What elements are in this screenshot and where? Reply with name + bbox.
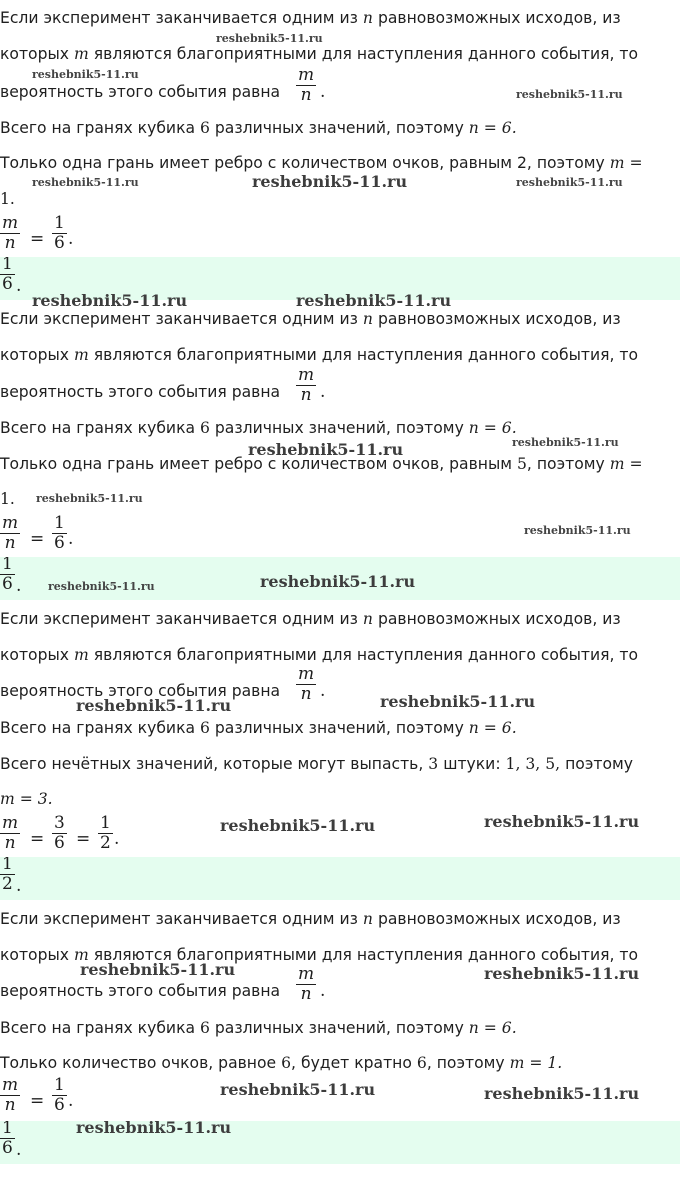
favorable-line: Только одна грань имеет ребро с количеством очков, равным 5, поэтому m =: [0, 455, 643, 473]
intro-line: Если эксперимент заканчивается одним из n равновозможных исходов, из: [0, 310, 621, 328]
intro-line: Если эксперимент заканчивается одним из n равновозможных исходов, из: [0, 910, 621, 928]
watermark: reshebnik5-11.ru: [32, 291, 188, 310]
probability-formula: m n: [298, 664, 315, 704]
favorable-line: Всего нечётных значений, которые могут выпасть, 3 штуки: 1, 3, 5, поэтому: [0, 755, 633, 773]
watermark: reshebnik5-11.ru: [512, 436, 619, 449]
watermark: reshebnik5-11.ru: [76, 1118, 232, 1137]
favorable-line: Только количество очков, равное 6, будет кратно 6, поэтому m = 1.: [0, 1054, 563, 1072]
watermark: reshebnik5-11.ru: [260, 572, 416, 591]
watermark: reshebnik5-11.ru: [516, 88, 623, 101]
favorable-value: m = 3.: [0, 790, 53, 808]
watermark: reshebnik5-11.ru: [380, 692, 536, 711]
watermark: reshebnik5-11.ru: [32, 68, 139, 81]
probability-formula: m n: [298, 65, 315, 105]
result-fraction: m n: [2, 1075, 19, 1115]
answer-fraction: 1 6: [2, 557, 13, 594]
result-value: 1 6: [54, 513, 65, 553]
watermark: reshebnik5-11.ru: [248, 440, 404, 459]
outcomes-line: Всего на гранях кубика 6 различных значений, поэтому n = 6.: [0, 719, 517, 737]
intro-line: которых m являются благоприятными для наступления данного события, то: [0, 946, 639, 964]
intro-line: Если эксперимент заканчивается одним из n равновозможных исходов, из: [0, 9, 621, 27]
intro-line: вероятность этого события равна: [0, 982, 281, 1000]
probability-formula: m n: [298, 365, 315, 405]
answer-band: 1 6 .: [0, 557, 680, 600]
outcomes-line: Всего на гранях кубика 6 различных значений, поэтому n = 6.: [0, 419, 517, 437]
intro-line: вероятность этого события равна: [0, 682, 281, 700]
favorable-line: Только одна грань имеет ребро с количеством очков, равным 2, поэтому m =: [0, 154, 643, 172]
answer-band: 1 6 .: [0, 257, 680, 300]
watermark: reshebnik5-11.ru: [252, 172, 408, 191]
intro-line: вероятность этого события равна: [0, 383, 281, 401]
outcomes-line: Всего на гранях кубика 6 различных значений, поэтому n = 6.: [0, 1019, 517, 1037]
answer-fraction: 1 2: [2, 857, 13, 894]
watermark: reshebnik5-11.ru: [516, 176, 623, 189]
watermark: reshebnik5-11.ru: [484, 812, 640, 831]
watermark: reshebnik5-11.ru: [216, 32, 323, 45]
watermark: reshebnik5-11.ru: [76, 696, 232, 715]
watermark: reshebnik5-11.ru: [220, 1080, 376, 1099]
intro-line: Если эксперимент заканчивается одним из n равновозможных исходов, из: [0, 610, 621, 628]
favorable-value: 1.: [0, 490, 15, 508]
watermark: reshebnik5-11.ru: [32, 176, 139, 189]
watermark: reshebnik5-11.ru: [48, 580, 155, 593]
watermark: reshebnik5-11.ru: [524, 524, 631, 537]
answer-fraction: 1 6: [2, 257, 13, 294]
outcomes-line: Всего на гранях кубика 6 различных значений, поэтому n = 6.: [0, 119, 517, 137]
result-fraction: m n: [2, 513, 19, 553]
intro-line: которых m являются благоприятными для наступления данного события, то: [0, 45, 639, 63]
answer-band: 1 2 .: [0, 857, 680, 900]
intro-line: вероятность этого события равна: [0, 83, 281, 101]
watermark: reshebnik5-11.ru: [296, 291, 452, 310]
intro-line: которых m являются благоприятными для наступления данного события, то: [0, 646, 639, 664]
answer-band: 1 6 .: [0, 1121, 680, 1164]
result-value: 1 6: [54, 1075, 65, 1115]
result-value: 1 6: [54, 213, 65, 253]
watermark: reshebnik5-11.ru: [36, 492, 143, 505]
intro-line: которых m являются благоприятными для наступления данного события, то: [0, 346, 639, 364]
result-fraction: m n: [2, 813, 19, 853]
result-fraction: m n: [2, 213, 19, 253]
watermark: reshebnik5-11.ru: [220, 816, 376, 835]
watermark: reshebnik5-11.ru: [484, 1084, 640, 1103]
watermark: reshebnik5-11.ru: [484, 964, 640, 983]
result-value: 1 2: [100, 813, 111, 853]
result-mid: 3 6: [54, 813, 65, 853]
favorable-value: 1.: [0, 190, 15, 208]
watermark: reshebnik5-11.ru: [80, 960, 236, 979]
answer-fraction: 1 6: [2, 1121, 13, 1158]
probability-formula: m n: [298, 964, 315, 1004]
solution-page: Если эксперимент заканчивается одним из n равновозможных исходов, из которых m являются благоприятными для наступления данного события, то вероятность этого события равна m n . Всего на гранях кубика 6 различных значений, поэтому n = 6. Только одна грань имеет ребро с количеством очков, равным 2, поэтому m = 1. m n = 1 6 . 1 6 . Если эксперимент заканчивается одним из n равновозможных исходов, из которых m являются благоприятными для наступления данного события, то вероятность этого события равна m n . Всего на гранях кубика 6 различных значений, поэтому n = 6. Только одна грань имеет ребро с количеством очков, равным 5, поэтому m = 1. m n = 1 6 . 1 6 . Если эксперимент заканчивается одним из n равновозможных исходов, из которых m являются благоприятными для наступления данного события, то вероятность этого события равна m n . Всего на гранях кубика 6 различных значений, поэтому n = 6. Всего нечётных значений, которые могут выпасть, 3 штуки: 1, 3, 5, поэтому m = 3. m n = 3 6 = 1 2 . 1 2 . Если эксперимент заканчивается одним из n равновозможных исходов, из которых m являются благоприятными для наступления данного события, то вероятность этого события равна m n . Всего на гранях кубика 6 различных значений, поэтому n = 6. Только количество очков, равное 6, будет кратно 6, поэтому m = 1. m n = 1 6 . 1 6 . reshebnik5-11.ru reshebnik5-11.ru reshebnik5-11.ru reshebnik5-11.ru reshebnik5-11.ru reshebnik5-11.ru reshebnik5-11.ru reshebnik5-11.ru reshebnik5-11.ru reshebnik5-11.ru reshebnik5-11.ru reshebnik5-11.ru reshebnik5-11.ru reshebnik5-11.ru reshebnik5-11.ru reshebnik5-11.ru reshebnik5-11.ru reshebnik5-11.ru reshebnik5-11.ru reshebnik5-11.ru reshebnik5-11.ru reshebnik5-11.ru reshebnik5-11.ru: [0, 0, 680, 1197]
